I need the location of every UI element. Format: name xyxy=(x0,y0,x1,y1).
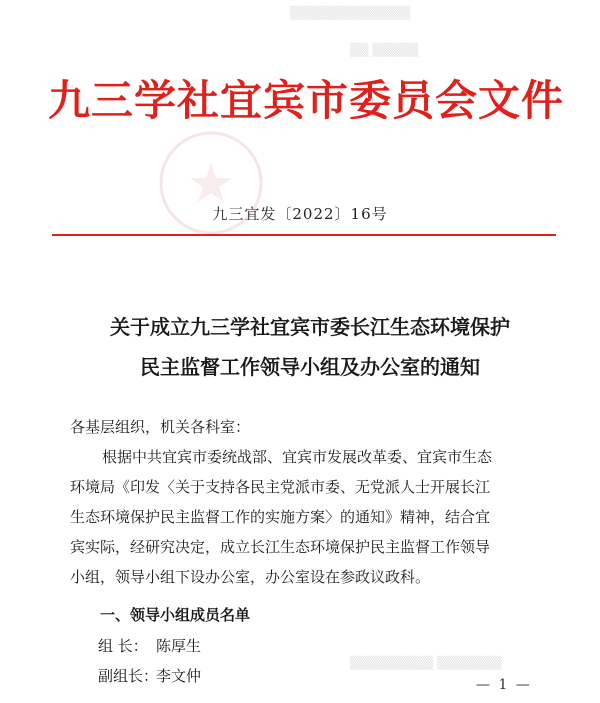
bleed-through-text: ▒▒▒▒▒▒▒▒▒ ▒▒▒▒▒▒▒ xyxy=(350,656,502,670)
member-row xyxy=(98,665,201,686)
salutation: 各基层组织，机关各科室： xyxy=(70,418,251,436)
paragraph-line: 小组，领导小组下设办公室，办公室设在参政议政科。 xyxy=(70,568,431,586)
document-header-title: 九三学社宜宾市委员会文件 xyxy=(48,76,565,125)
notice-body xyxy=(70,412,570,592)
member-role: 副组长： xyxy=(98,667,159,685)
paragraph-line: 宾实际，经研究决定，成立长江生态环境保护民主监督工作领导 xyxy=(70,538,491,556)
paragraph-line: 环境局《印发〈关于支持各民主党派市委、无党派人士开展长江 xyxy=(70,478,491,496)
member-name: 陈厚生 xyxy=(156,637,202,655)
page-number: — 1 — xyxy=(476,677,532,693)
notice-title xyxy=(40,307,580,387)
bleed-through-text: ▒▒▒▒▒▒▒▒▒▒▒▒▒ xyxy=(290,6,410,20)
notice-title-line: 关于成立九三学社宜宾市委长江生态环境保护 xyxy=(110,315,510,339)
red-divider-line xyxy=(52,234,556,236)
section-heading: 一、领导小组成员名单 xyxy=(100,606,251,624)
paragraph-line: 生态环境保护民主监督工作的实施方案〉的通知》精神，结合宜 xyxy=(70,508,491,526)
member-row xyxy=(98,635,201,656)
document-number: 九三宜发〔2022〕16号 xyxy=(212,205,388,223)
bleed-through-text: ▒▒ ▒▒▒▒▒ xyxy=(350,43,419,57)
member-role: 组 长： xyxy=(98,637,148,655)
notice-title-line: 民主监督工作领导小组及办公室的通知 xyxy=(140,355,480,379)
body-paragraph xyxy=(70,442,570,592)
member-name: 李文仲 xyxy=(156,667,202,685)
paragraph-line: 根据中共宜宾市委统战部、宜宾市发展改革委、宜宾市生态 xyxy=(102,448,493,466)
